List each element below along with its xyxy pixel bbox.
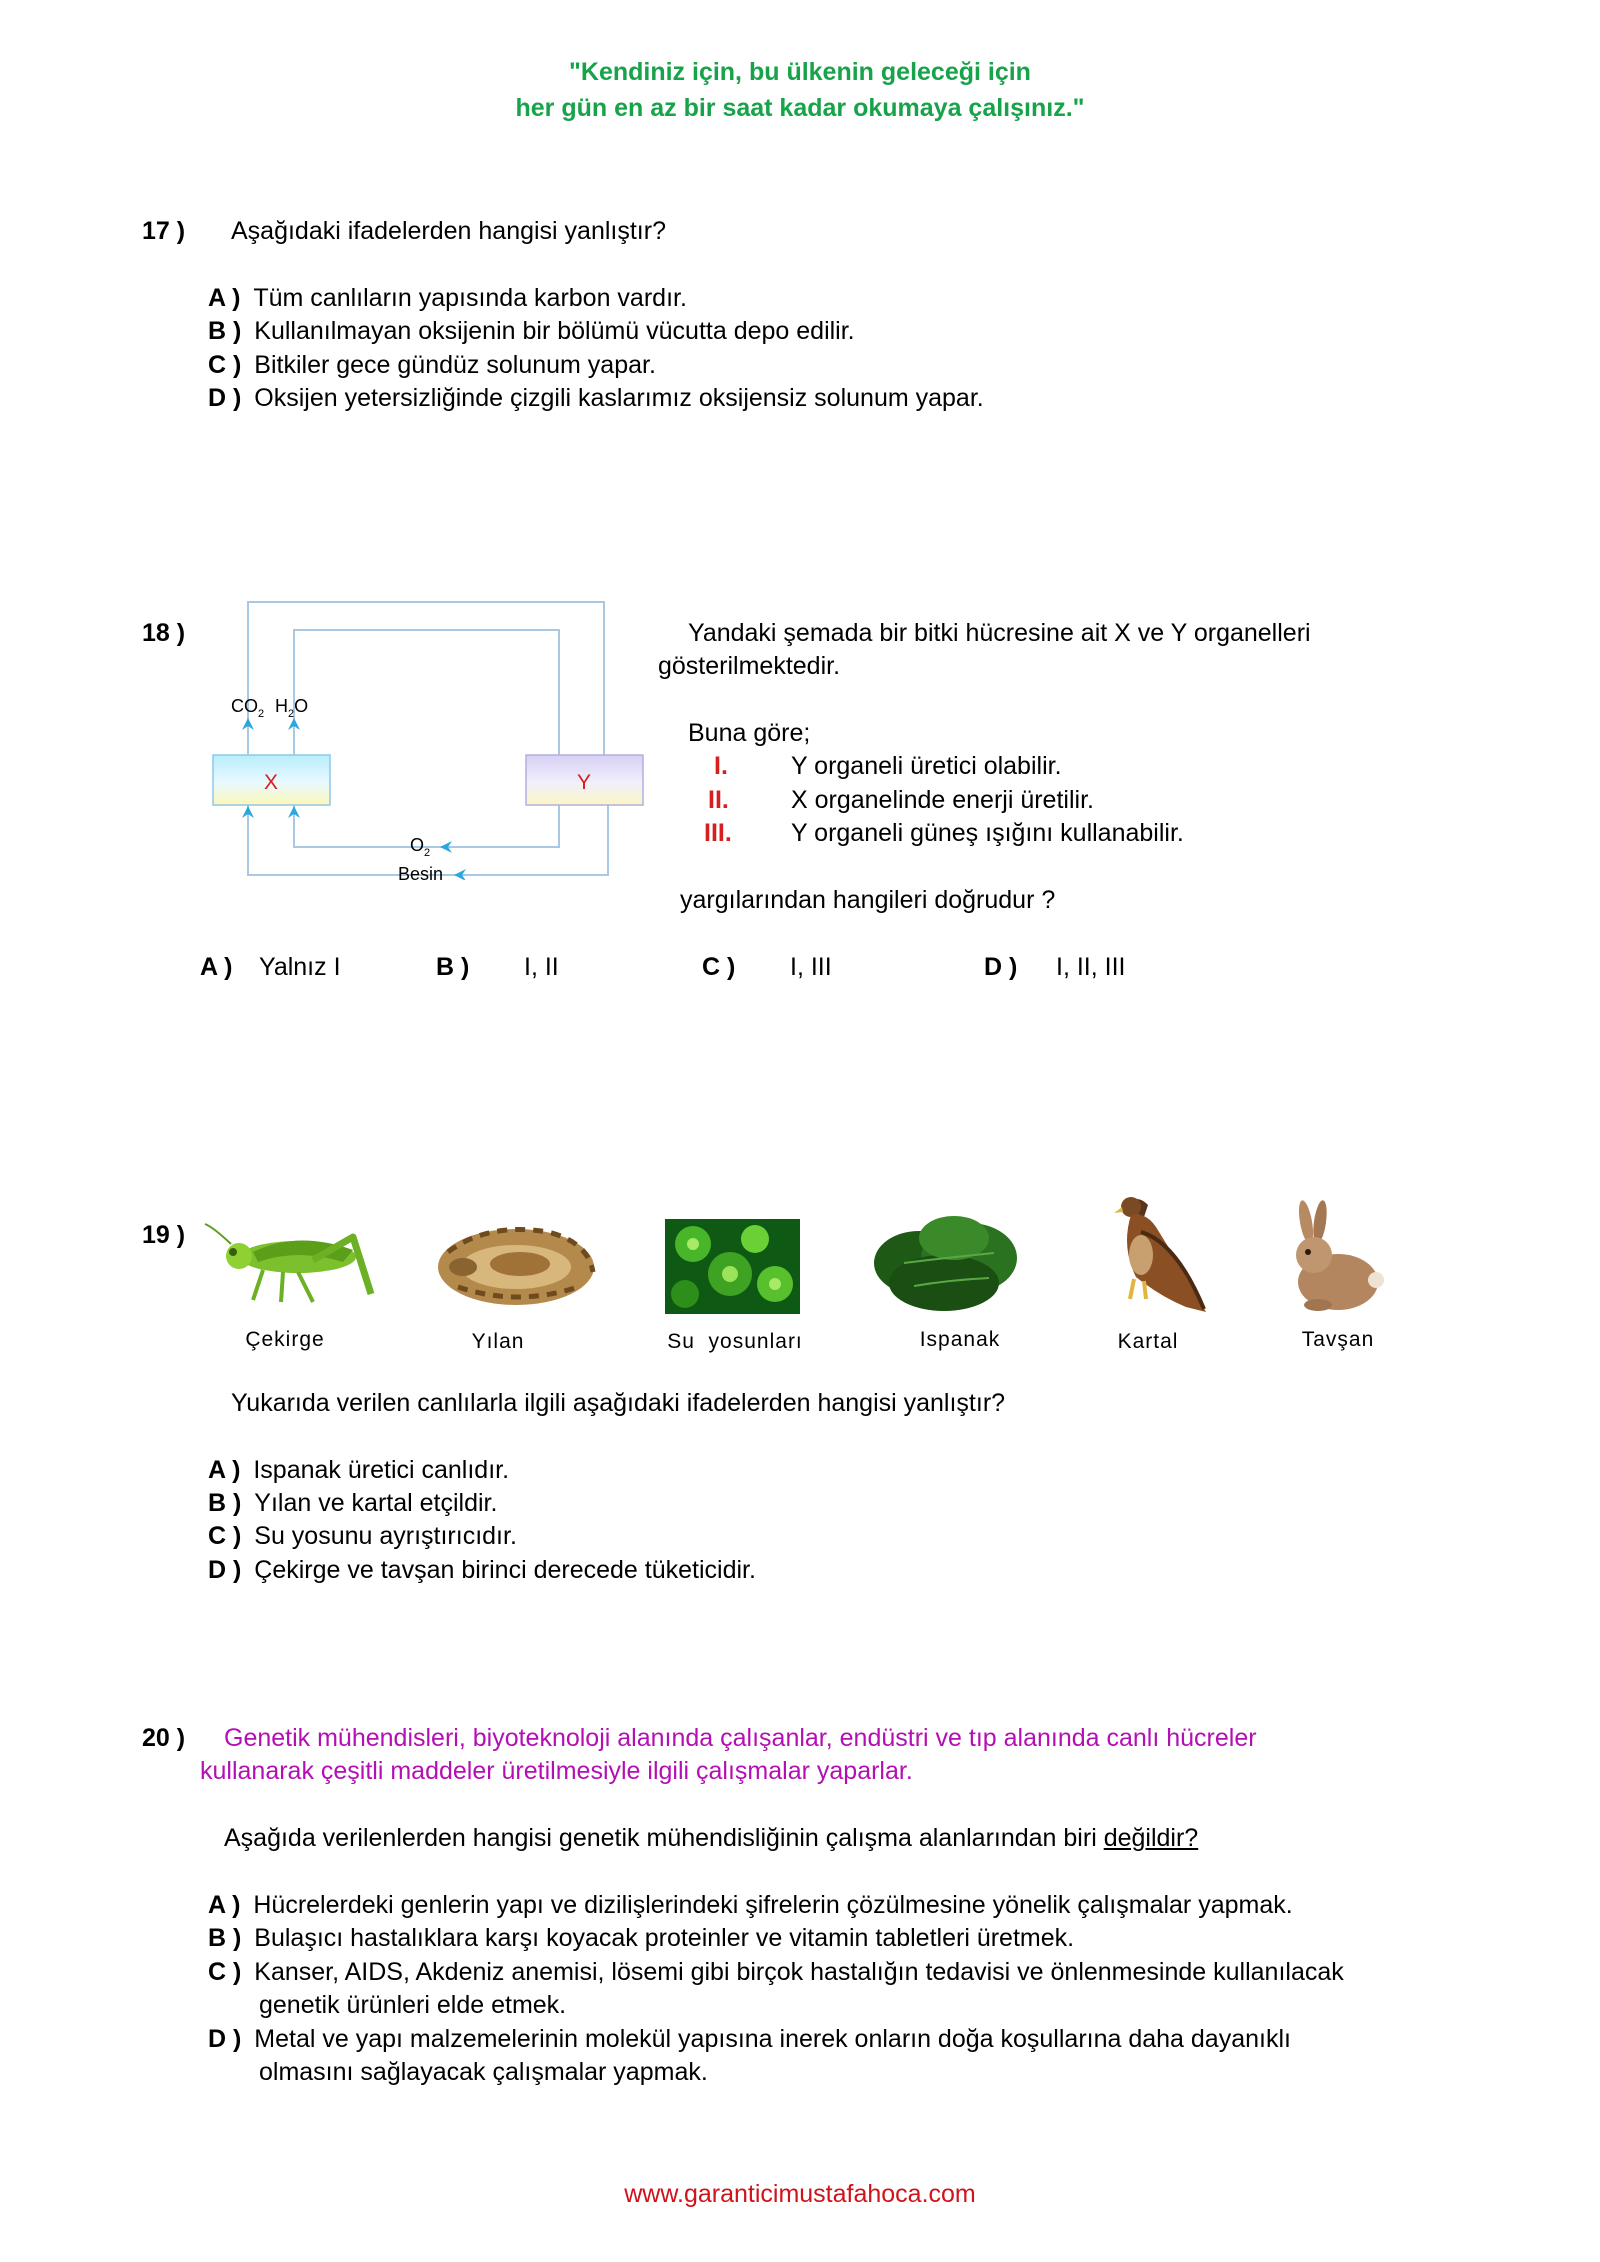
animal-label: Tavşan xyxy=(1301,1328,1375,1351)
option-text: Tüm canlıların yapısında karbon vardır. xyxy=(253,284,687,312)
motto-line-1: "Kendiniz için, bu ülkenin geleceği için xyxy=(569,58,1031,86)
intro-line-2: kullanarak çeşitli maddeler üretilmesiyle ilgili çalışmalar yaparlar. xyxy=(200,1757,913,1785)
snake-image xyxy=(428,1212,603,1312)
option-a xyxy=(208,1891,1293,1920)
option-text: Hücrelerdeki genlerin yapı ve dizilişlerindeki şifrelerin çözülmesine yönelik çalışmalar yapmak. xyxy=(253,1891,1293,1919)
lead-text: Buna göre; xyxy=(688,719,811,747)
option-label: B ) xyxy=(436,953,470,981)
option-text: Ispanak üretici canlıdır. xyxy=(253,1456,510,1484)
option-text: Su yosunu ayrıştırıcıdır. xyxy=(254,1522,517,1550)
option-label: A ) xyxy=(208,284,241,312)
option-text: Metal ve yapı malzemelerinin molekül yapısına inerek onların doğa koşullarına daha dayanıklı xyxy=(254,2025,1291,2053)
option-label: C ) xyxy=(208,1958,242,1986)
option-label: A ) xyxy=(208,1891,241,1919)
option-text: Oksijen yetersizliğinde çizgili kaslarımız oksijensiz solunum yapar. xyxy=(254,384,984,412)
eagle-image xyxy=(1086,1187,1216,1317)
option-b xyxy=(208,317,855,346)
animal-label: Ispanak xyxy=(919,1328,1001,1351)
question-text: Yukarıda verilen canlılarla ilgili aşağıdaki ifadelerden hangisi yanlıştır? xyxy=(231,1389,1006,1417)
option-text: I, II, III xyxy=(1056,953,1126,981)
option-label: C ) xyxy=(208,351,242,379)
footer-url[interactable]: www.garanticimustafahoca.com xyxy=(624,2180,976,2208)
option-text: Çekirge ve tavşan birinci derecede tüketicidir. xyxy=(254,1556,756,1584)
rabbit-image xyxy=(1278,1200,1388,1315)
inner-loop-line xyxy=(294,630,559,758)
option-label: B ) xyxy=(208,1489,242,1517)
intro-line-1: Genetik mühendisleri, biyoteknoloji alanında çalışanlar, endüstri ve tıp alanında canlı hücreler xyxy=(224,1724,1257,1752)
question-number: 18 ) xyxy=(142,619,186,647)
statement-text: X organelinde enerji üretilir. xyxy=(791,786,1094,814)
option-a xyxy=(208,1456,509,1485)
question-number: 19 ) xyxy=(142,1221,186,1249)
spinach-image xyxy=(864,1208,1024,1318)
option-label: B ) xyxy=(208,1924,242,1952)
option-c xyxy=(208,1522,517,1551)
option-b xyxy=(208,1489,497,1518)
option-a xyxy=(208,284,687,313)
intro-line-2: gösterilmektedir. xyxy=(658,652,841,680)
option-label: C ) xyxy=(702,953,736,981)
question-number: 20 ) xyxy=(142,1724,186,1752)
o2-line xyxy=(294,805,559,847)
option-text-cont: genetik ürünleri elde etmek. xyxy=(259,1991,567,2019)
question-text: Aşağıdaki ifadelerden hangisi yanlıştır? xyxy=(231,217,666,245)
option-text: Bulaşıcı hastalıklara karşı koyacak proteinler ve vitamin tabletleri üretmek. xyxy=(254,1924,1075,1952)
option-label: D ) xyxy=(208,384,242,412)
statement-text: Y organeli güneş ışığını kullanabilir. xyxy=(791,819,1184,847)
question-text xyxy=(224,1824,1198,1853)
option-text: Yalnız I xyxy=(259,953,341,981)
roman-numeral: II. xyxy=(708,786,729,814)
option-text-cont: olmasını sağlayacak çalışmalar yapmak. xyxy=(259,2058,708,2086)
option-label: D ) xyxy=(984,953,1018,981)
co2-label: $CO_2$ xyxy=(231,696,265,720)
o2-label: $O_2$ xyxy=(410,835,431,859)
option-text: Yılan ve kartal etçildir. xyxy=(254,1489,498,1517)
statement-text: Y organeli üretici olabilir. xyxy=(791,752,1062,780)
question-main: Aşağıda verilenlerden hangisi genetik mühendisliğinin çalışma alanlarından biri xyxy=(224,1824,1104,1852)
option-text: Kanser, AIDS, Akdeniz anemisi, lösemi gibi birçok hastalığın tedavisi ve önlenmesinde kullanılacak xyxy=(254,1958,1344,1986)
intro-line-1: Yandaki şemada bir bitki hücresine ait X ve Y organelleri xyxy=(688,619,1311,647)
animal-label: Çekirge xyxy=(245,1328,325,1351)
option-c xyxy=(208,351,656,380)
animal-label: Yılan xyxy=(471,1330,525,1353)
h2o-label: $H_2O$ xyxy=(275,696,309,720)
roman-numeral: III. xyxy=(704,819,732,847)
option-d xyxy=(208,384,984,413)
option-d xyxy=(208,1556,756,1585)
option-b xyxy=(208,1924,1074,1953)
besin-label: Besin xyxy=(398,864,444,880)
organelle-y-label: Y xyxy=(576,771,592,794)
outer-loop-line xyxy=(248,602,604,758)
option-label: D ) xyxy=(208,1556,242,1584)
option-text: Bitkiler gece gündüz solunum yapar. xyxy=(254,351,656,379)
option-label: B ) xyxy=(208,317,242,345)
question-underlined: değildir? xyxy=(1103,1824,1199,1852)
motto-line-2: her gün en az bir saat kadar okumaya çalışınız." xyxy=(515,94,1085,122)
roman-numeral: I. xyxy=(714,752,728,780)
option-text: I, II xyxy=(524,953,559,981)
organelle-x-label: X xyxy=(263,771,279,794)
animal-label: Su yosunları xyxy=(667,1330,803,1353)
option-text: Kullanılmayan oksijenin bir bölümü vücutta depo edilir. xyxy=(254,317,855,345)
option-label: A ) xyxy=(200,953,233,981)
animal-label: Kartal xyxy=(1117,1330,1179,1353)
question-number: 17 ) xyxy=(142,217,186,245)
option-label: C ) xyxy=(208,1522,242,1550)
organelle-diagram xyxy=(200,590,660,880)
option-label: A ) xyxy=(208,1456,241,1484)
option-d xyxy=(208,2025,1291,2054)
option-label: D ) xyxy=(208,2025,242,2053)
option-text: I, III xyxy=(790,953,832,981)
grasshopper-image xyxy=(203,1222,378,1307)
option-c xyxy=(208,1958,1344,1987)
algae-image xyxy=(665,1219,800,1314)
ask-text: yargılarından hangileri doğrudur ? xyxy=(680,886,1056,914)
